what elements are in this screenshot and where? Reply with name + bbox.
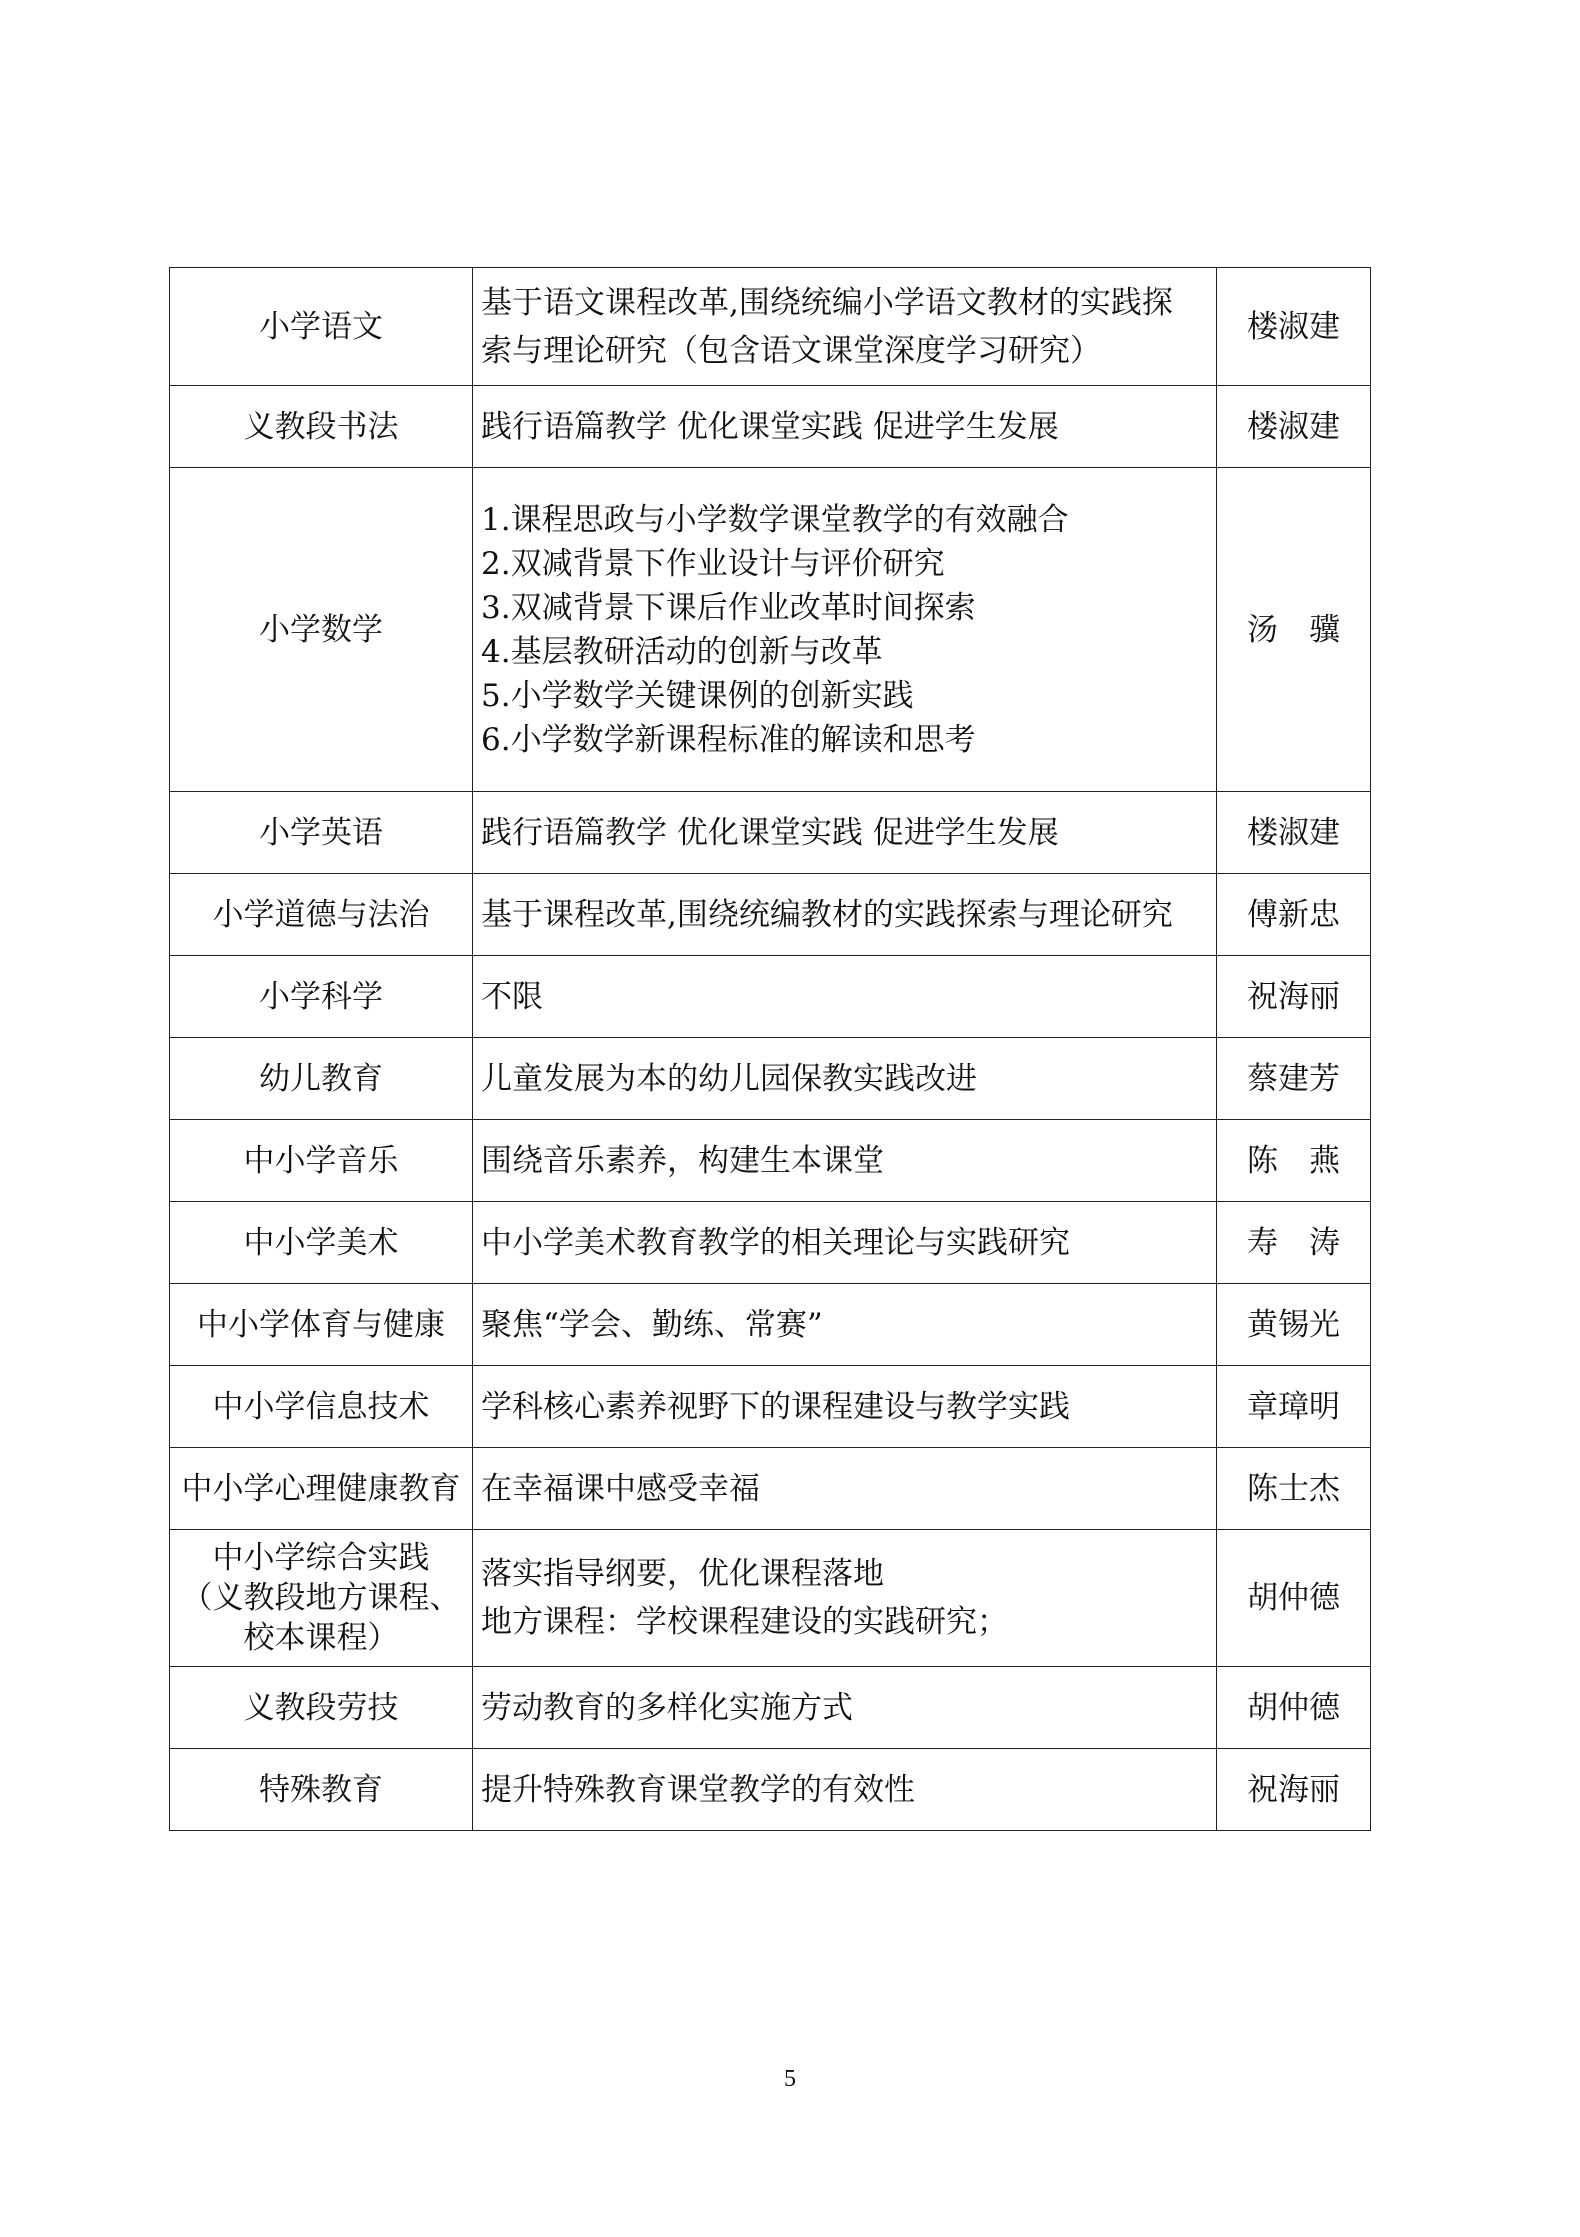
subject-cell: 中小学综合实践 （义教段地方课程、 校本课程）	[170, 1530, 473, 1667]
topic-cell: 基于课程改革,围绕统编教材的实践探索与理论研究	[473, 874, 1217, 956]
subject-cell: 小学语文	[170, 268, 473, 386]
table-body	[170, 268, 1371, 1831]
table-row	[170, 1530, 1371, 1667]
subject-cell: 中小学信息技术	[170, 1366, 473, 1448]
subject-cell: 中小学美术	[170, 1202, 473, 1284]
subject-cell: 小学道德与法治	[170, 874, 473, 956]
table-row	[170, 956, 1371, 1038]
table-row	[170, 1749, 1371, 1831]
table-row	[170, 1284, 1371, 1366]
table-row	[170, 268, 1371, 386]
subject-cell: 义教段劳技	[170, 1667, 473, 1749]
person-cell: 黄锡光	[1217, 1284, 1371, 1366]
person-cell: 章璋明	[1217, 1366, 1371, 1448]
table-row	[170, 1120, 1371, 1202]
subject-cell: 小学英语	[170, 792, 473, 874]
person-cell: 楼淑建	[1217, 386, 1371, 468]
topic-cell: 不限	[473, 956, 1217, 1038]
topic-cell: 在幸福课中感受幸福	[473, 1448, 1217, 1530]
person-cell: 寿 涛	[1217, 1202, 1371, 1284]
table-row	[170, 874, 1371, 956]
topic-cell: 1.课程思政与小学数学课堂教学的有效融合 2.双减背景下作业设计与评价研究 3.双减背景下课后作业改革时间探索 4.基层教研活动的创新与改革 5.小学数学关键课例的创新实践 6.小学数学新课程标准的解读和思考	[473, 468, 1217, 792]
subject-cell: 义教段书法	[170, 386, 473, 468]
table-row	[170, 386, 1371, 468]
subject-cell: 小学科学	[170, 956, 473, 1038]
subject-cell: 小学数学	[170, 468, 473, 792]
topic-cell: 儿童发展为本的幼儿园保教实践改进	[473, 1038, 1217, 1120]
subject-cell: 特殊教育	[170, 1749, 473, 1831]
subject-cell: 中小学体育与健康	[170, 1284, 473, 1366]
person-cell: 胡仲德	[1217, 1530, 1371, 1667]
table-row	[170, 792, 1371, 874]
person-cell: 胡仲德	[1217, 1667, 1371, 1749]
table-row	[170, 1667, 1371, 1749]
person-cell: 楼淑建	[1217, 268, 1371, 386]
topic-cell: 践行语篇教学 优化课堂实践 促进学生发展	[473, 792, 1217, 874]
topic-cell: 基于语文课程改革,围绕统编小学语文教材的实践探 索与理论研究（包含语文课堂深度学习研究）	[473, 268, 1217, 386]
topic-cell: 中小学美术教育教学的相关理论与实践研究	[473, 1202, 1217, 1284]
table-row	[170, 1366, 1371, 1448]
topic-cell: 提升特殊教育课堂教学的有效性	[473, 1749, 1217, 1831]
subject-cell: 中小学音乐	[170, 1120, 473, 1202]
person-cell: 陈士杰	[1217, 1448, 1371, 1530]
person-cell: 楼淑建	[1217, 792, 1371, 874]
person-cell: 傅新忠	[1217, 874, 1371, 956]
topic-cell: 践行语篇教学 优化课堂实践 促进学生发展	[473, 386, 1217, 468]
person-cell: 陈 燕	[1217, 1120, 1371, 1202]
table-row	[170, 1038, 1371, 1120]
topic-cell: 劳动教育的多样化实施方式	[473, 1667, 1217, 1749]
topic-cell: 聚焦“学会、勤练、常赛”	[473, 1284, 1217, 1366]
subject-cell: 中小学心理健康教育	[170, 1448, 473, 1530]
person-cell: 祝海丽	[1217, 1749, 1371, 1831]
person-cell: 蔡建芳	[1217, 1038, 1371, 1120]
subject-cell: 幼儿教育	[170, 1038, 473, 1120]
topic-cell: 落实指导纲要，优化课程落地 地方课程：学校课程建设的实践研究；	[473, 1530, 1217, 1667]
page-number: 5	[784, 2066, 796, 2092]
topic-cell: 围绕音乐素养，构建生本课堂	[473, 1120, 1217, 1202]
person-cell: 汤 骥	[1217, 468, 1371, 792]
table-row	[170, 1202, 1371, 1284]
person-cell: 祝海丽	[1217, 956, 1371, 1038]
table-row	[170, 1448, 1371, 1530]
research-topics-table	[169, 267, 1371, 1831]
topic-cell: 学科核心素养视野下的课程建设与教学实践	[473, 1366, 1217, 1448]
table-row	[170, 468, 1371, 792]
